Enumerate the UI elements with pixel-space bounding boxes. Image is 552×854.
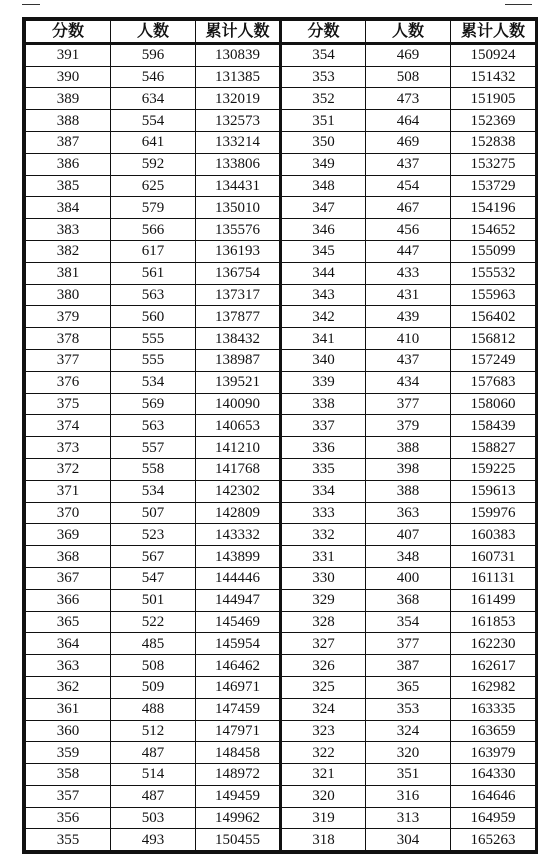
table-row [26, 349, 536, 371]
cell-score-left: 367 [26, 567, 111, 589]
cell-score-left: 364 [26, 633, 111, 655]
cell-cumulative-left: 141210 [196, 437, 281, 459]
cell-score-right: 322 [281, 742, 366, 764]
cell-count-right: 348 [366, 546, 451, 568]
cell-score-left: 388 [26, 110, 111, 132]
cell-cumulative-left: 147971 [196, 720, 281, 742]
cell-cumulative-right: 158827 [451, 437, 536, 459]
cell-score-right: 334 [281, 480, 366, 502]
cell-count-right: 388 [366, 480, 451, 502]
cell-score-left: 363 [26, 655, 111, 677]
cell-score-right: 344 [281, 262, 366, 284]
cell-score-left: 361 [26, 698, 111, 720]
cell-score-left: 384 [26, 197, 111, 219]
cell-cumulative-left: 138987 [196, 349, 281, 371]
cell-cumulative-right: 162982 [451, 676, 536, 698]
table-row [26, 131, 536, 153]
table-row [26, 742, 536, 764]
cell-score-left: 357 [26, 785, 111, 807]
cell-score-left: 365 [26, 611, 111, 633]
cell-count-left: 485 [111, 633, 196, 655]
cell-cumulative-right: 155532 [451, 262, 536, 284]
cell-score-left: 369 [26, 524, 111, 546]
table-row [26, 633, 536, 655]
cell-score-right: 324 [281, 698, 366, 720]
cell-count-right: 354 [366, 611, 451, 633]
cell-cumulative-left: 130839 [196, 43, 281, 66]
table-row [26, 371, 536, 393]
cell-count-right: 439 [366, 306, 451, 328]
cell-count-right: 377 [366, 393, 451, 415]
cell-count-left: 617 [111, 240, 196, 262]
cell-score-left: 371 [26, 480, 111, 502]
cell-count-right: 410 [366, 328, 451, 350]
cell-cumulative-right: 159225 [451, 458, 536, 480]
cell-cumulative-right: 151432 [451, 66, 536, 88]
cell-count-left: 634 [111, 88, 196, 110]
cell-score-right: 351 [281, 110, 366, 132]
cell-score-right: 332 [281, 524, 366, 546]
table-row [26, 720, 536, 742]
cell-score-left: 379 [26, 306, 111, 328]
cell-count-left: 558 [111, 458, 196, 480]
cell-score-right: 346 [281, 219, 366, 241]
cell-cumulative-right: 164646 [451, 785, 536, 807]
header-count-right: 人数 [366, 21, 451, 44]
cell-cumulative-right: 154196 [451, 197, 536, 219]
cell-cumulative-left: 131385 [196, 66, 281, 88]
cell-score-right: 339 [281, 371, 366, 393]
cell-count-left: 563 [111, 284, 196, 306]
cell-cumulative-left: 140653 [196, 415, 281, 437]
cell-cumulative-left: 143332 [196, 524, 281, 546]
cell-cumulative-right: 159976 [451, 502, 536, 524]
table-row [26, 655, 536, 677]
cell-count-right: 469 [366, 43, 451, 66]
cell-cumulative-left: 147459 [196, 698, 281, 720]
cell-cumulative-left: 149459 [196, 785, 281, 807]
table-row [26, 110, 536, 132]
cell-cumulative-right: 160731 [451, 546, 536, 568]
table-row [26, 480, 536, 502]
cell-count-right: 379 [366, 415, 451, 437]
cell-cumulative-right: 161853 [451, 611, 536, 633]
cell-cumulative-right: 164959 [451, 807, 536, 829]
cell-cumulative-left: 137317 [196, 284, 281, 306]
table-row [26, 676, 536, 698]
cell-score-right: 335 [281, 458, 366, 480]
cell-score-left: 370 [26, 502, 111, 524]
cell-score-left: 375 [26, 393, 111, 415]
cell-cumulative-right: 164330 [451, 764, 536, 786]
cell-score-left: 391 [26, 43, 111, 66]
cell-count-left: 512 [111, 720, 196, 742]
cell-score-right: 333 [281, 502, 366, 524]
cell-cumulative-left: 132019 [196, 88, 281, 110]
header-score-left: 分数 [26, 21, 111, 44]
cell-count-right: 437 [366, 349, 451, 371]
cell-score-right: 319 [281, 807, 366, 829]
table-row [26, 764, 536, 786]
cell-cumulative-right: 151905 [451, 88, 536, 110]
cell-cumulative-left: 145469 [196, 611, 281, 633]
cell-score-left: 358 [26, 764, 111, 786]
cell-count-right: 387 [366, 655, 451, 677]
table-row [26, 502, 536, 524]
header-count-left: 人数 [111, 21, 196, 44]
cell-cumulative-right: 156402 [451, 306, 536, 328]
cell-cumulative-right: 159613 [451, 480, 536, 502]
table-row [26, 328, 536, 350]
table-row [26, 262, 536, 284]
cell-score-right: 331 [281, 546, 366, 568]
cell-score-left: 366 [26, 589, 111, 611]
cell-score-right: 329 [281, 589, 366, 611]
cell-score-left: 374 [26, 415, 111, 437]
cell-score-left: 382 [26, 240, 111, 262]
cell-count-left: 509 [111, 676, 196, 698]
top-left-edge-mark [22, 4, 40, 11]
cell-count-right: 400 [366, 567, 451, 589]
cell-cumulative-right: 163335 [451, 698, 536, 720]
cell-score-right: 337 [281, 415, 366, 437]
cell-score-right: 341 [281, 328, 366, 350]
cell-cumulative-left: 148458 [196, 742, 281, 764]
cell-cumulative-right: 157683 [451, 371, 536, 393]
cell-cumulative-left: 132573 [196, 110, 281, 132]
cell-cumulative-right: 162230 [451, 633, 536, 655]
cell-count-left: 488 [111, 698, 196, 720]
table-row [26, 589, 536, 611]
cell-score-right: 330 [281, 567, 366, 589]
cell-cumulative-left: 134431 [196, 175, 281, 197]
table-row [26, 175, 536, 197]
cell-count-right: 467 [366, 197, 451, 219]
cell-cumulative-right: 160383 [451, 524, 536, 546]
cell-count-right: 447 [366, 240, 451, 262]
cell-cumulative-left: 149962 [196, 807, 281, 829]
cell-cumulative-left: 146971 [196, 676, 281, 698]
cell-count-left: 561 [111, 262, 196, 284]
score-table-frame [22, 17, 538, 854]
table-row [26, 153, 536, 175]
cell-score-right: 323 [281, 720, 366, 742]
cell-count-right: 437 [366, 153, 451, 175]
cell-count-left: 501 [111, 589, 196, 611]
cell-count-left: 507 [111, 502, 196, 524]
header-cumulative-right: 累计人数 [451, 21, 536, 44]
cell-cumulative-left: 144947 [196, 589, 281, 611]
cell-count-left: 596 [111, 43, 196, 66]
cell-count-right: 388 [366, 437, 451, 459]
cell-cumulative-right: 161499 [451, 589, 536, 611]
cell-score-left: 359 [26, 742, 111, 764]
cell-count-right: 407 [366, 524, 451, 546]
cell-count-right: 316 [366, 785, 451, 807]
table-row [26, 306, 536, 328]
table-row [26, 284, 536, 306]
score-distribution-table [25, 20, 536, 851]
cell-count-left: 534 [111, 480, 196, 502]
table-row [26, 197, 536, 219]
cell-count-left: 522 [111, 611, 196, 633]
cell-cumulative-left: 137877 [196, 306, 281, 328]
cell-cumulative-right: 155099 [451, 240, 536, 262]
cell-score-right: 320 [281, 785, 366, 807]
cell-score-right: 345 [281, 240, 366, 262]
table-row [26, 458, 536, 480]
cell-score-right: 327 [281, 633, 366, 655]
cell-score-left: 381 [26, 262, 111, 284]
table-row [26, 546, 536, 568]
cell-count-right: 434 [366, 371, 451, 393]
cell-cumulative-left: 144446 [196, 567, 281, 589]
table-row [26, 393, 536, 415]
cell-cumulative-left: 140090 [196, 393, 281, 415]
cell-cumulative-right: 154652 [451, 219, 536, 241]
cell-score-right: 328 [281, 611, 366, 633]
table-row [26, 611, 536, 633]
cell-score-right: 353 [281, 66, 366, 88]
cell-cumulative-right: 153729 [451, 175, 536, 197]
cell-count-left: 493 [111, 829, 196, 851]
cell-score-left: 360 [26, 720, 111, 742]
cell-cumulative-right: 163979 [451, 742, 536, 764]
cell-cumulative-left: 136754 [196, 262, 281, 284]
cell-count-left: 547 [111, 567, 196, 589]
cell-count-left: 503 [111, 807, 196, 829]
cell-count-left: 555 [111, 328, 196, 350]
cell-score-left: 380 [26, 284, 111, 306]
cell-score-right: 325 [281, 676, 366, 698]
cell-cumulative-left: 142809 [196, 502, 281, 524]
cell-cumulative-left: 135010 [196, 197, 281, 219]
header-cumulative-left: 累计人数 [196, 21, 281, 44]
cell-count-right: 456 [366, 219, 451, 241]
cell-score-right: 343 [281, 284, 366, 306]
cell-count-left: 641 [111, 131, 196, 153]
cell-count-right: 365 [366, 676, 451, 698]
cell-score-right: 354 [281, 43, 366, 66]
cell-count-right: 320 [366, 742, 451, 764]
table-row [26, 437, 536, 459]
cell-score-left: 386 [26, 153, 111, 175]
cell-score-left: 383 [26, 219, 111, 241]
header-score-right: 分数 [281, 21, 366, 44]
cell-count-right: 363 [366, 502, 451, 524]
cell-cumulative-right: 157249 [451, 349, 536, 371]
cell-score-left: 390 [26, 66, 111, 88]
cell-cumulative-right: 158060 [451, 393, 536, 415]
cell-score-right: 336 [281, 437, 366, 459]
cell-count-left: 560 [111, 306, 196, 328]
cell-count-right: 431 [366, 284, 451, 306]
table-row [26, 415, 536, 437]
cell-score-left: 372 [26, 458, 111, 480]
cell-count-right: 454 [366, 175, 451, 197]
cell-score-right: 338 [281, 393, 366, 415]
cell-score-right: 321 [281, 764, 366, 786]
cell-count-left: 563 [111, 415, 196, 437]
cell-count-left: 487 [111, 742, 196, 764]
cell-count-right: 508 [366, 66, 451, 88]
cell-score-right: 350 [281, 131, 366, 153]
cell-count-right: 304 [366, 829, 451, 851]
cell-count-left: 579 [111, 197, 196, 219]
cell-cumulative-right: 153275 [451, 153, 536, 175]
cell-count-right: 473 [366, 88, 451, 110]
table-row [26, 829, 536, 851]
cell-score-left: 368 [26, 546, 111, 568]
table-row [26, 219, 536, 241]
table-row [26, 43, 536, 66]
cell-score-right: 326 [281, 655, 366, 677]
table-row [26, 698, 536, 720]
cell-cumulative-right: 152369 [451, 110, 536, 132]
cell-count-left: 508 [111, 655, 196, 677]
cell-count-right: 351 [366, 764, 451, 786]
cell-count-left: 569 [111, 393, 196, 415]
cell-score-right: 348 [281, 175, 366, 197]
cell-cumulative-left: 146462 [196, 655, 281, 677]
cell-count-left: 487 [111, 785, 196, 807]
cell-score-right: 347 [281, 197, 366, 219]
cell-count-left: 523 [111, 524, 196, 546]
table-row [26, 524, 536, 546]
cell-count-left: 554 [111, 110, 196, 132]
cell-cumulative-left: 141768 [196, 458, 281, 480]
table-row [26, 240, 536, 262]
cell-count-left: 514 [111, 764, 196, 786]
cell-cumulative-right: 162617 [451, 655, 536, 677]
table-row [26, 785, 536, 807]
cell-score-right: 318 [281, 829, 366, 851]
cell-score-left: 378 [26, 328, 111, 350]
cell-cumulative-left: 136193 [196, 240, 281, 262]
table-header-row [26, 21, 536, 44]
cell-cumulative-left: 139521 [196, 371, 281, 393]
cell-count-right: 313 [366, 807, 451, 829]
cell-cumulative-left: 145954 [196, 633, 281, 655]
cell-count-left: 566 [111, 219, 196, 241]
cell-cumulative-left: 138432 [196, 328, 281, 350]
cell-cumulative-left: 148972 [196, 764, 281, 786]
table-row [26, 807, 536, 829]
cell-count-left: 592 [111, 153, 196, 175]
cell-count-right: 368 [366, 589, 451, 611]
cell-cumulative-left: 133806 [196, 153, 281, 175]
cell-score-left: 362 [26, 676, 111, 698]
cell-score-right: 352 [281, 88, 366, 110]
cell-count-left: 546 [111, 66, 196, 88]
cell-cumulative-right: 165263 [451, 829, 536, 851]
top-right-edge-mark [505, 4, 532, 11]
cell-cumulative-left: 133214 [196, 131, 281, 153]
cell-count-right: 433 [366, 262, 451, 284]
cell-cumulative-right: 150924 [451, 43, 536, 66]
cell-count-right: 464 [366, 110, 451, 132]
cell-cumulative-right: 161131 [451, 567, 536, 589]
cell-cumulative-right: 158439 [451, 415, 536, 437]
cell-count-left: 557 [111, 437, 196, 459]
cell-count-right: 377 [366, 633, 451, 655]
cell-score-left: 376 [26, 371, 111, 393]
cell-score-left: 377 [26, 349, 111, 371]
table-body [26, 43, 536, 850]
cell-cumulative-left: 142302 [196, 480, 281, 502]
cell-score-left: 387 [26, 131, 111, 153]
cell-cumulative-left: 143899 [196, 546, 281, 568]
cell-score-right: 342 [281, 306, 366, 328]
cell-score-right: 349 [281, 153, 366, 175]
cell-cumulative-right: 156812 [451, 328, 536, 350]
cell-count-left: 625 [111, 175, 196, 197]
cell-count-right: 398 [366, 458, 451, 480]
cell-count-right: 469 [366, 131, 451, 153]
cell-count-left: 555 [111, 349, 196, 371]
cell-score-left: 389 [26, 88, 111, 110]
cell-score-left: 373 [26, 437, 111, 459]
cell-cumulative-right: 163659 [451, 720, 536, 742]
table-row [26, 88, 536, 110]
cell-cumulative-left: 135576 [196, 219, 281, 241]
table-row [26, 567, 536, 589]
cell-count-left: 567 [111, 546, 196, 568]
cell-count-left: 534 [111, 371, 196, 393]
cell-cumulative-right: 155963 [451, 284, 536, 306]
cell-cumulative-right: 152838 [451, 131, 536, 153]
cell-score-left: 355 [26, 829, 111, 851]
cell-score-right: 340 [281, 349, 366, 371]
table-row [26, 66, 536, 88]
cell-score-left: 385 [26, 175, 111, 197]
cell-score-left: 356 [26, 807, 111, 829]
cell-cumulative-left: 150455 [196, 829, 281, 851]
cell-count-right: 353 [366, 698, 451, 720]
cell-count-right: 324 [366, 720, 451, 742]
